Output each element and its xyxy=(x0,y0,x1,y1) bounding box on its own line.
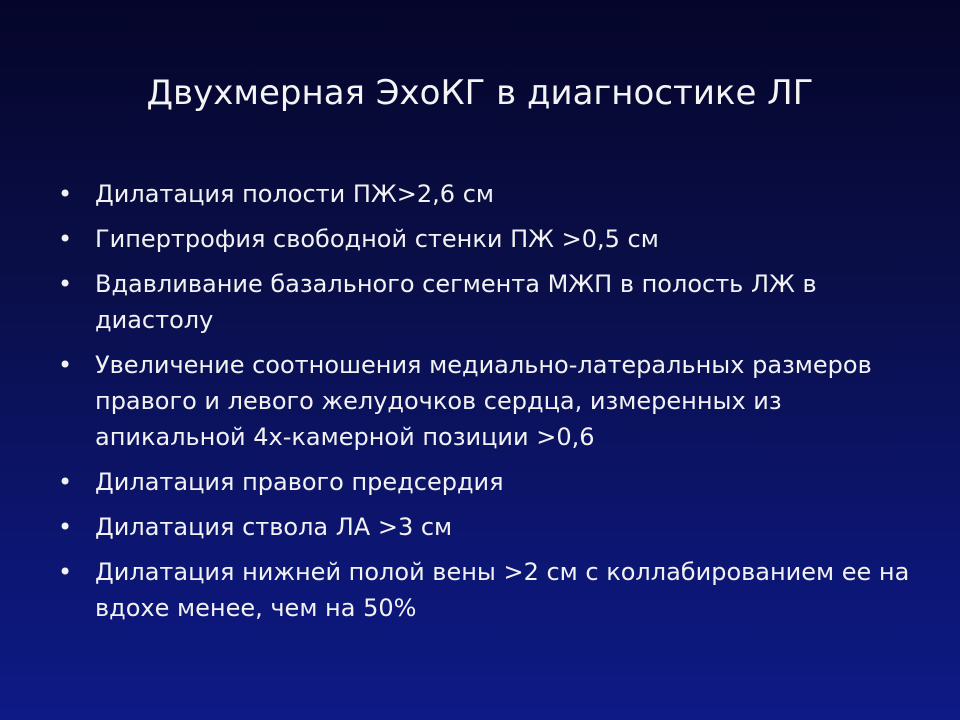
bullet-item xyxy=(58,554,918,626)
slide-title: Двухмерная ЭхоКГ в диагностике ЛГ xyxy=(146,73,814,113)
bullet-text: Дилатация полости ПЖ>2,6 см xyxy=(95,180,494,208)
bullet-item xyxy=(58,266,918,338)
bullet-icon: • xyxy=(58,270,73,298)
bullet-icon: • xyxy=(58,468,73,496)
bullet-item xyxy=(58,176,918,212)
bullet-item xyxy=(58,509,918,545)
bullet-item xyxy=(58,221,918,257)
bullet-icon: • xyxy=(58,225,73,253)
bullet-icon: • xyxy=(58,180,73,208)
bullet-text: Дилатация правого предсердия xyxy=(95,468,504,496)
bullet-icon: • xyxy=(58,513,73,541)
bullet-icon: • xyxy=(58,351,73,379)
bullet-text: Увеличение соотношения медиально-латеральных размеров правого и левого желудочков сердца, измеренных из апикальной 4х-камерной позиции >0,6 xyxy=(95,351,872,451)
bullet-text: Гипертрофия свободной стенки ПЖ >0,5 см xyxy=(95,225,659,253)
bullet-text: Вдавливание базального сегмента МЖП в полость ЛЖ в диастолу xyxy=(95,270,817,334)
bullet-item xyxy=(58,347,918,455)
bullet-item xyxy=(58,464,918,500)
bullet-text: Дилатация нижней полой вены >2 см с коллабированием ее на вдохе менее, чем на 50% xyxy=(95,558,910,622)
bullet-list xyxy=(58,176,918,635)
bullet-icon: • xyxy=(58,558,73,586)
bullet-text: Дилатация ствола ЛА >3 см xyxy=(95,513,453,541)
